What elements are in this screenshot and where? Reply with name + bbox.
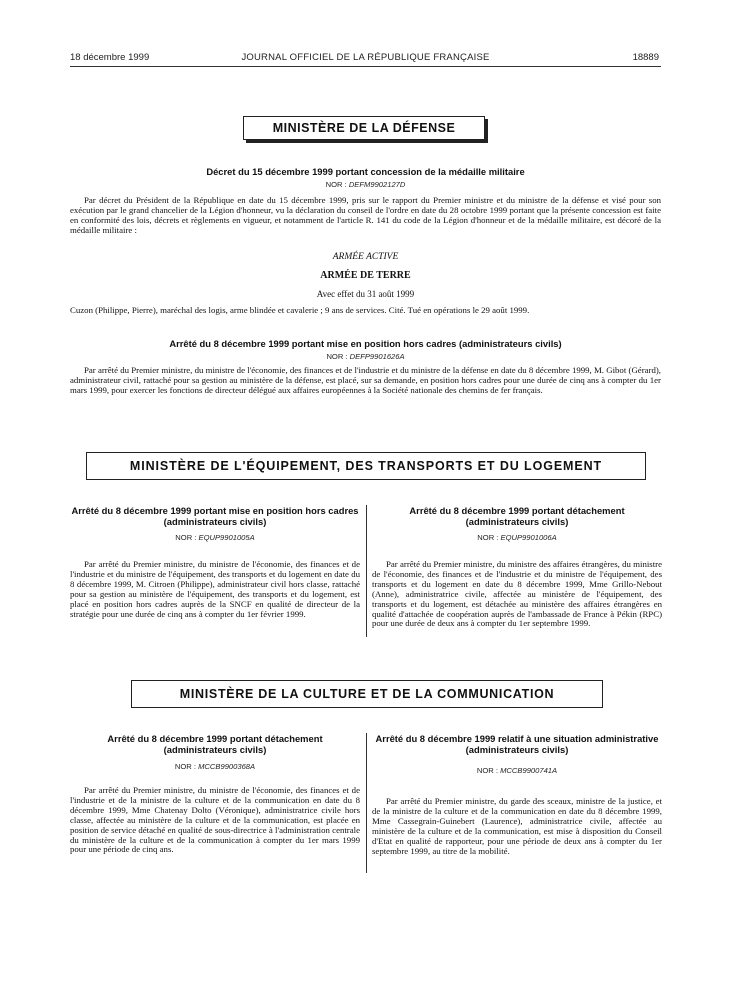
decore-person: Cuzon (Philippe, Pierre), maréchal des logis, arme blindée et cavalerie ; 9 ans de services. Cité. Tué en opérations le 29 août 1999. — [70, 305, 530, 315]
arrete-citroen-body: Par arrêté du Premier ministre, du ministre de l'économie, des finances et de l'industrie et du ministre de l'équipement, des transports et du logement en date du 8 décembre 1999, M. Citroen (Philippe), administrateur civil hors classe, rattaché pour sa gestion au ministère de l'équipement, des transports et du logement, est placé en position hors cadres auprès de la SNCF en qualité de directeur de la stratégie pour une durée de cinq ans à compter du 1er février 1999. — [70, 559, 360, 619]
nor-code: DEFP9901626A — [349, 352, 405, 361]
nor-code: DEFM9902127D — [348, 180, 406, 189]
armee-terre-heading: ARMÉE DE TERRE — [320, 270, 411, 281]
arrete-gibot-nor — [70, 352, 661, 361]
arrete-chatenay-title: Arrêté du 8 décembre 1999 portant détachement (administrateurs civils) — [107, 733, 323, 755]
arrete-grillo-body: Par arrêté du Premier ministre, du ministre des affaires étrangères, du ministre de l'économie, des finances et de l'industrie et du ministre de l'équipement, des transports et du logement en date du 8 décembre 1999, Mme Grillo-Nebout (Anne), administratrice civile, affectée au ministère de l'équipement, des transports et du logement, est détachée au ministère des affaires étrangères en qualité d'attachée de coopération auprès de l'ambassade de France à Pékin (RPC) pour une durée de deux ans à compter du 1er septembre 1999. — [372, 559, 662, 629]
decret-medaille-title: Décret du 15 décembre 1999 portant concession de la médaille militaire — [206, 166, 525, 177]
nor-label: NOR : — [477, 533, 499, 542]
header-rule — [70, 66, 661, 67]
armee-active-heading: ARMÉE ACTIVE — [332, 252, 399, 262]
nor-label: NOR : — [476, 766, 498, 775]
nor-label: NOR : — [174, 762, 196, 771]
column-divider — [366, 733, 367, 873]
arrete-chatenay-body: Par arrêté du Premier ministre, du ministre de l'économie, des finances et de l'industrie et de la ministre de la culture et de la communication en date du 8 décembre 1999, Mme Chatenay Dolto (Véronique), administratrice civile hors classe, affectée au ministère de la culture et de la communication, est placée en position de service détaché en qualité de sous-directrice à l'administration centrale du ministère de la culture et de la communication à compter du 1er mars 1999 pour une période de cinq ans. — [70, 785, 360, 855]
nor-label: NOR : — [175, 533, 197, 542]
ministry-defense-heading: MINISTÈRE DE LA DÉFENSE — [243, 116, 485, 140]
nor-code: MCCB9900741A — [500, 766, 558, 775]
column-divider — [366, 505, 367, 637]
nor-label: NOR : — [326, 352, 348, 361]
decret-medaille-body: Par décret du Président de la République en date du 15 décembre 1999, pris sur le rapport du Premier ministre et du ministre de la défense et visé pour son exécution par le grand chancelier de la Légion d'honneur, vu la déclaration du conseil de l'ordre en date du 28 octobre 1999 portant que la présente concession est faite en conformité des lois, décrets et règlements en vigueur, et notamment de l'article R. 141 du code de la Légion d'honneur et de la médaille militaire, est décoré de la médaille militaire : — [70, 195, 661, 235]
arrete-grillo-title: Arrêté du 8 décembre 1999 portant détachement (administrateurs civils) — [409, 505, 625, 527]
header-page-number: 18889 — [632, 52, 659, 63]
nor-code: EQUP9901005A — [198, 533, 255, 542]
arrete-citroen-title: Arrêté du 8 décembre 1999 portant mise en position hors cadres (administrateurs civils) — [71, 505, 359, 527]
arrete-citroen-nor — [70, 533, 360, 542]
arrete-cassegrain-body: Par arrêté du Premier ministre, du garde des sceaux, ministre de la justice, et de la ministre de la culture et de la communication en date du 8 décembre 1999, Mme Cassegrain-Guinebert (Laurence), administratrice civile, affectée au ministère de la culture et de la communication, est mise à disposition du Conseil d'Etat en qualité de rapporteur, pour une période de deux ans à compter du 1er septembre 1999, au titre de la mobilité. — [372, 796, 662, 856]
nor-label: NOR : — [325, 180, 347, 189]
arrete-grillo-nor — [372, 533, 662, 542]
arrete-cassegrain-title: Arrêté du 8 décembre 1999 relatif à une situation administrative (administrateurs civils) — [375, 733, 659, 755]
nor-code: EQUP9901006A — [500, 533, 557, 542]
header-journal-title: JOURNAL OFFICIEL DE LA RÉPUBLIQUE FRANÇAISE — [241, 52, 490, 63]
ministry-culture-heading: MINISTÈRE DE LA CULTURE ET DE LA COMMUNICATION — [131, 680, 603, 708]
ministry-equipement-heading: MINISTÈRE DE L'ÉQUIPEMENT, DES TRANSPORTS ET DU LOGEMENT — [86, 452, 646, 480]
arrete-gibot-title: Arrêté du 8 décembre 1999 portant mise en position hors cadres (administrateurs civils) — [169, 338, 562, 349]
arrete-gibot-body: Par arrêté du Premier ministre, du ministre de l'économie, des finances et de l'industrie et du ministre de la défense en date du 8 décembre 1999, M. Gibot (Gérard), administrateur civil, rattaché pour sa gestion au ministère de la défense, est placé, sur sa demande, en position hors cadres pour une durée de cinq ans à compter du 1er mars 1999, pour exercer les fonctions de directeur délégué aux affaires européennes à la Société nationale des chemins de fer français. — [70, 365, 661, 395]
decret-medaille-nor — [70, 180, 661, 189]
nor-code: MCCB9900368A — [198, 762, 256, 771]
arrete-cassegrain-nor — [372, 766, 662, 775]
effet-date: Avec effet du 31 août 1999 — [316, 289, 415, 299]
header-date: 18 décembre 1999 — [70, 52, 150, 63]
arrete-chatenay-nor — [70, 762, 360, 771]
